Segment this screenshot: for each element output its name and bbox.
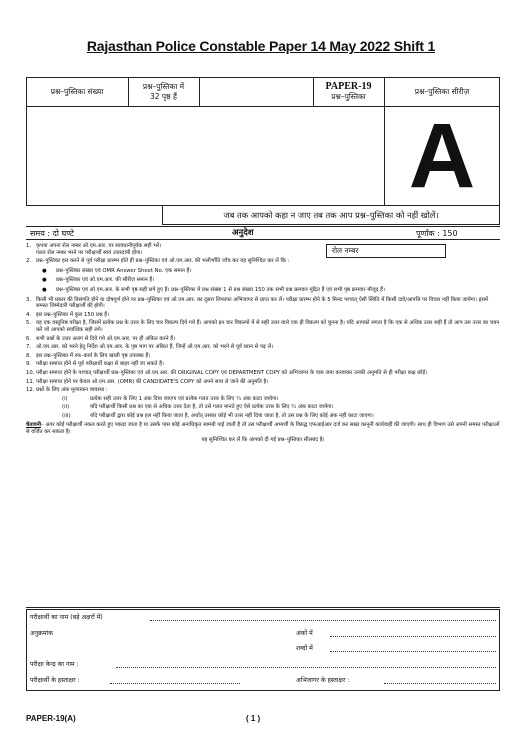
candidate-name-field[interactable] [150, 620, 496, 621]
marking-rule: (iii) यदि परीक्षार्थी द्वारा कोई प्रश्न हल नहीं किया जाता है, अर्थात् उसका कोई भी उत्तर नहीं दिया जाता है, तो उस प्रश्न के लिए कोई अंक नहीं काटा जाएगा। [62, 412, 374, 419]
max-marks-label: पूर्णांक : 150 [416, 229, 458, 238]
paper-code: PAPER-19 [325, 80, 372, 92]
instruction-item: गलत रोल नम्बर भरने पर परीक्षार्थी स्वयं उत्तरदायी होगा। [36, 249, 143, 256]
instruction-item: 12. प्रश्नों के लिए अंक मूल्यांकन व्यवस्था : [26, 387, 108, 394]
page-number: ( 1 ) [246, 714, 261, 723]
instruction-item: 1. कृपया अपना रोल नम्बर ओ.एम.आर. पर सावधानीपूर्वक सही भरें। [26, 243, 162, 249]
booklet-number-label: प्रश्न–पुस्तिका संख्या [50, 86, 104, 96]
check-bullet: ● प्रश्न–पुस्तिका एवं ओ.एम.आर. की सीरीज़ समान हैं। [42, 277, 155, 284]
center-name-field[interactable] [116, 667, 496, 668]
page-title: Rajasthan Police Constable Paper 14 May 2022 Shift 1 [86, 38, 436, 54]
open-notice: जब तक आपको कहा न जाए तब तक आप प्रश्न–पुस्तिका को नहीं खोलें। [223, 210, 439, 220]
check-bullet: ● प्रश्न–पुस्तिका एवं ओ.एम.आर. के सभी पृष्ठ सही छपे हुए हैं। प्रश्न–पुस्तिका में प्रश्न संख्या 1 से प्रश्न संख्या 150 तक सभी प्रश्न क्रमवार मुद्रित हैं एवं सभी पृष्ठ क्रमवार मौजूद हैं। [42, 286, 385, 293]
candidate-name-label: परीक्षार्थी का नाम (बड़े अक्षरों में) [30, 614, 103, 621]
footer-code: PAPER-19(A) [26, 714, 76, 723]
instruction-item: 11. परीक्षा समाप्त होने पर केवल ओ.एम.आर. (OMR) की CANDIDATE'S COPY को अपने साथ ले जाने की अनुमति है। [26, 378, 269, 385]
instruction-item: 9. परीक्षा समाप्त होने से पूर्व परीक्षार्थी कक्षा से बाहर नहीं जा सकते हैं। [26, 361, 164, 368]
invigilator-sign-label: अभिजागर के हस्ताक्षर : [296, 677, 350, 684]
invigilator-sign-field[interactable] [384, 683, 496, 684]
instruction-item: 7. ओ.एम.आर. को भरने हेतु निर्देश ओ.एम.आर. के पृष्ठ भाग पर अंकित हैं, जिन्हें ओ.एम.आर. को भरने से पूर्व ध्यान से पढ़ लें। [26, 344, 274, 351]
roll-no-label: अनुक्रमांक [30, 630, 53, 637]
candidate-sign-field[interactable] [110, 683, 240, 684]
pages-info [128, 77, 199, 106]
paper-sub: प्रश्न–पुस्तिका [331, 91, 366, 101]
instruction-item: 6. सभी प्रश्नों के उत्तर अलग से दिये गये ओ.एम.आर. पर ही अंकित करने हैं। [26, 335, 176, 342]
instruction-item: 3. किसी भी प्रकार की विसंगति होने या दोषपूर्ण होने पर प्रश्न–पुस्तिका एवं ओ.एम.आर. का दूसरा लिफाफा अभिजागर से प्राप्त कर लें। परीक्षा प्रारम्भ होने के 5 मिनट पश्चात् ऐसी स्थिति में किसी दावे/आपत्ति पर विचार नहीं किया जायेगा। इसमें समस्त जिम्मेदारी परीक्षार्थी की होगी। [26, 296, 489, 310]
warning-paragraph [26, 422, 500, 435]
roll-words-field[interactable] [330, 651, 496, 652]
warning-text: – अगर कोई परीक्षार्थी नकल करते हुए पकड़ा जाता है या उसके पास कोई अनाधिकृत सामग्री पाई जाती है तो उस परीक्षार्थी अभ्यर्थी के विरुद्ध एफआईआर दर्ज कर सख्त कानूनी कार्यवाही की जाएगी। साथ ही विभाग उसे अपनी समस्त परीक्षाओं से वर्जित कर सकता है। [26, 422, 500, 436]
center-name-label: परीक्षा केन्द्र का नाम : [30, 661, 79, 668]
paper-code-cell [313, 77, 384, 106]
series-label: प्रश्न–पुस्तिका सीरीज़ [414, 86, 470, 96]
candidate-form [26, 609, 500, 691]
roll-figures-field[interactable] [330, 636, 496, 637]
check-bullet: ● प्रश्न–पुस्तिका संख्या एवं OMR Answer Sheet No. एक समान हैं। [42, 267, 192, 274]
booklet-number-field[interactable] [199, 77, 313, 106]
roll-number-label: रोल नम्बर [332, 246, 359, 255]
instruction-item: 10. परीक्षा समाप्त होने के पश्चात् परीक्षार्थी प्रश्न–पुस्तिका एवं ओ.एम.आर. की ORIGINAL COPY एवं DEPARTMENT COPY को अभिजागर के पास जमा करवाकर उनकी अनुमति से ही परीक्षा कक्ष छोड़ें। [26, 369, 428, 376]
marking-rule: (ii) यदि परीक्षार्थी किसी प्रश्न का एक से अधिक उत्तर देता है, तो उसे गलत मानते हुए ऐसे प्रत्येक उत्तर के लिए ¼ अंक काटा जायेगा। [62, 404, 334, 411]
warning-label: चेतावनी [26, 422, 42, 429]
form-top-rule [26, 607, 500, 608]
time-label: समय : दो घण्टे [30, 229, 74, 238]
candidate-sign-label: परीक्षार्थी के हस्ताक्षर : [30, 677, 80, 684]
instruction-item: 4. इस प्रश्न–पुस्तिका में कुल 150 प्रश्न हैं। [26, 311, 110, 318]
instruction-item: 2. प्रश्न–पुस्तिका हल करने से पूर्व परीक्षा प्रारम्भ होते ही प्रश्न–पुस्तिका एवं ओ.एम.आर. की भलीभाँति जाँच कर यह सुनिश्चित कर लें कि : [26, 258, 290, 265]
warning-last: यह सुनिश्चित कर लें कि आपको दी गई प्रश्न–पुस्तिका सीलबंद है। [201, 436, 325, 443]
pages-line-2: 32 पृष्ठ हैं [150, 91, 177, 101]
instructions-heading: अनुदेश [232, 228, 254, 238]
marking-rule: (i) प्रत्येक सही उत्तर के लिए 1 अंक दिया जाएगा एवं प्रत्येक गलत उत्तर के लिए ¼ अंक काटा जायेगा। [62, 395, 279, 402]
instructions-list [26, 243, 500, 443]
in-figures-label: अंकों में [296, 630, 313, 637]
pages-line-1: प्रश्न–पुस्तिका में [142, 81, 185, 91]
instruction-item: 5. यह एक वस्तुनिष्ठ परीक्षा है, जिसमें प्रत्येक प्रश्न के उत्तर के लिए चार विकल्प दिये गये हैं। आपको इन चार विकल्पों में से सही उत्तर वाले एक ही विकल्प को चुनना है। यदि आपको लगता है कि एक से अधिक उत्तर सही हैं तो आप उस उत्तर का चयन करें जो आपको सर्वाधिक सही लगे। [26, 320, 500, 333]
series-letter: A [408, 105, 476, 207]
instruction-item: 8. इस प्रश्न–पुस्तिका में रफ–कार्य के लिए खाली पृष्ठ उपलब्ध हैं। [26, 352, 151, 359]
in-words-label: शब्दों में [296, 645, 313, 652]
